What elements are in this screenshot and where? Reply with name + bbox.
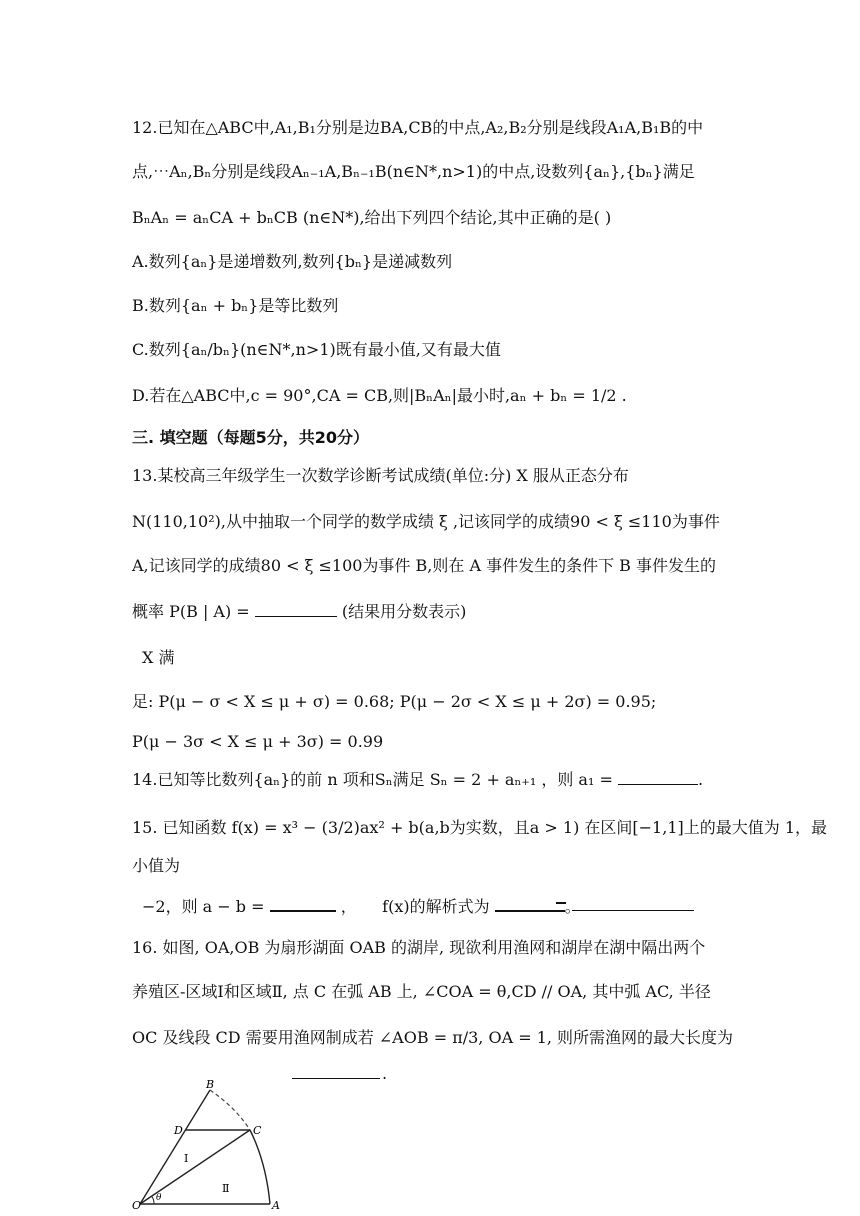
q13-line4 xyxy=(132,602,466,622)
q15-fx-blank[interactable] xyxy=(495,896,565,912)
q16-answer-blank[interactable] xyxy=(292,1078,380,1079)
q13-line1: 13.某校高三年级学生一次数学诊断考试成绩(单位:分) X 服从正态分布 xyxy=(132,466,629,485)
q14-answer-blank[interactable] xyxy=(618,770,698,785)
q16-line1: 16. 如图, OA,OB 为扇形湖面 OAB 的湖岸, 现欲利用渔网和湖岸在湖中隔出两个 xyxy=(132,938,706,957)
label-region-2: Ⅱ xyxy=(222,1182,230,1195)
q12-option-c: C.数列{aₙ/bₙ}(n∈N*,n>1)既有最小值,又有最大值 xyxy=(132,340,501,359)
q14-text: 14.已知等比数列{aₙ}的前 n 项和Sₙ满足 Sₙ = 2 + aₙ₊₁ ，则 a₁ = xyxy=(132,770,613,789)
q14-line xyxy=(132,770,703,790)
q15-comma: ， xyxy=(340,897,357,916)
q12-line1: 12.已知在△ABC中,A₁,B₁分别是边BA,CB的中点,A₂,B₂分别是线段A₁A,B₁B的中 xyxy=(132,118,704,137)
sector-figure xyxy=(132,1080,292,1210)
q15-extra-line xyxy=(572,910,694,911)
label-c: C xyxy=(253,1124,262,1137)
q13-prob-label: 概率 P(B | A) = xyxy=(132,602,250,621)
q15-ab-blank[interactable] xyxy=(270,896,336,912)
arc-bc-dashed xyxy=(210,1090,250,1130)
q16-line3: OC 及线段 CD 需要用渔网制成若 ∠AOB = π/3, OA = 1, 则所需渔网的最大长度为 xyxy=(132,1028,734,1047)
q13-line6: 足: P(μ − σ < X ≤ μ + σ) = 0.68; P(μ − 2σ < X ≤ μ + 2σ) = 0.95; xyxy=(132,692,657,711)
q12-option-d: D.若在△ABC中,c = 90°,CA = CB,则|BₙAₙ|最小时,aₙ + bₙ = 1/2 . xyxy=(132,386,627,405)
q13-answer-blank[interactable] xyxy=(255,602,337,617)
q12-line2: 点,⋯Aₙ,Bₙ分别是线段Aₙ₋₁A,Bₙ₋₁B(n∈N*,n>1)的中点,设数列{aₙ},{bₙ}满足 xyxy=(132,162,695,181)
angle-mark xyxy=(151,1196,154,1204)
label-o: O xyxy=(132,1199,142,1210)
q14-period: . xyxy=(697,770,704,789)
q12-option-a: A.数列{aₙ}是递增数列,数列{bₙ}是递减数列 xyxy=(132,252,453,271)
label-b: B xyxy=(206,1080,215,1091)
section-heading: 三. 填空题（每题5分，共20分） xyxy=(132,428,370,447)
label-region-1: Ⅰ xyxy=(184,1152,189,1165)
q12-option-b: B.数列{aₙ + bₙ}是等比数列 xyxy=(132,296,339,315)
q15-extra-dash xyxy=(556,902,566,904)
q16-line2: 养殖区-区域Ⅰ和区域Ⅱ, 点 C 在弧 AB 上, ∠COA = θ,CD // OA, 其中弧 AC, 半径 xyxy=(132,982,711,1001)
q15-period: 。 xyxy=(564,897,581,916)
q15-fx-label: f(x)的解析式为 xyxy=(382,897,490,916)
q12-line3: BₙAₙ = aₙCA + bₙCB (n∈N*),给出下列四个结论,其中正确的是( ) xyxy=(132,208,612,227)
q16-period: . xyxy=(382,1064,388,1083)
q13-line7: P(μ − 3σ < X ≤ μ + 3σ) = 0.99 xyxy=(132,732,384,751)
label-theta: θ xyxy=(156,1193,162,1203)
q13-line5: X 满 xyxy=(142,648,175,667)
segment-ob xyxy=(140,1090,210,1204)
arc-ca xyxy=(250,1130,270,1204)
label-a: A xyxy=(272,1199,280,1210)
q13-line2: N(110,10²),从中抽取一个同学的数学成绩 ξ ,记该同学的成绩90 < ξ ≤110为事件 xyxy=(132,512,720,531)
label-d: D xyxy=(174,1124,183,1137)
q13-prob-note: (结果用分数表示) xyxy=(341,602,467,621)
q15-line3 xyxy=(142,896,581,917)
q15-line2: 小值为 xyxy=(132,856,181,875)
q15-line1: 15. 已知函数 f(x) = x³ − (3/2)ax² + b(a,b为实数，且a > 1) 在区间[−1,1]上的最大值为 1，最 xyxy=(132,818,828,837)
q13-line3: A,记该同学的成绩80 < ξ ≤100为事件 B,则在 A 事件发生的条件下 B 事件发生的 xyxy=(132,556,717,575)
q15-ab-label: −2，则 a − b = xyxy=(142,897,265,916)
